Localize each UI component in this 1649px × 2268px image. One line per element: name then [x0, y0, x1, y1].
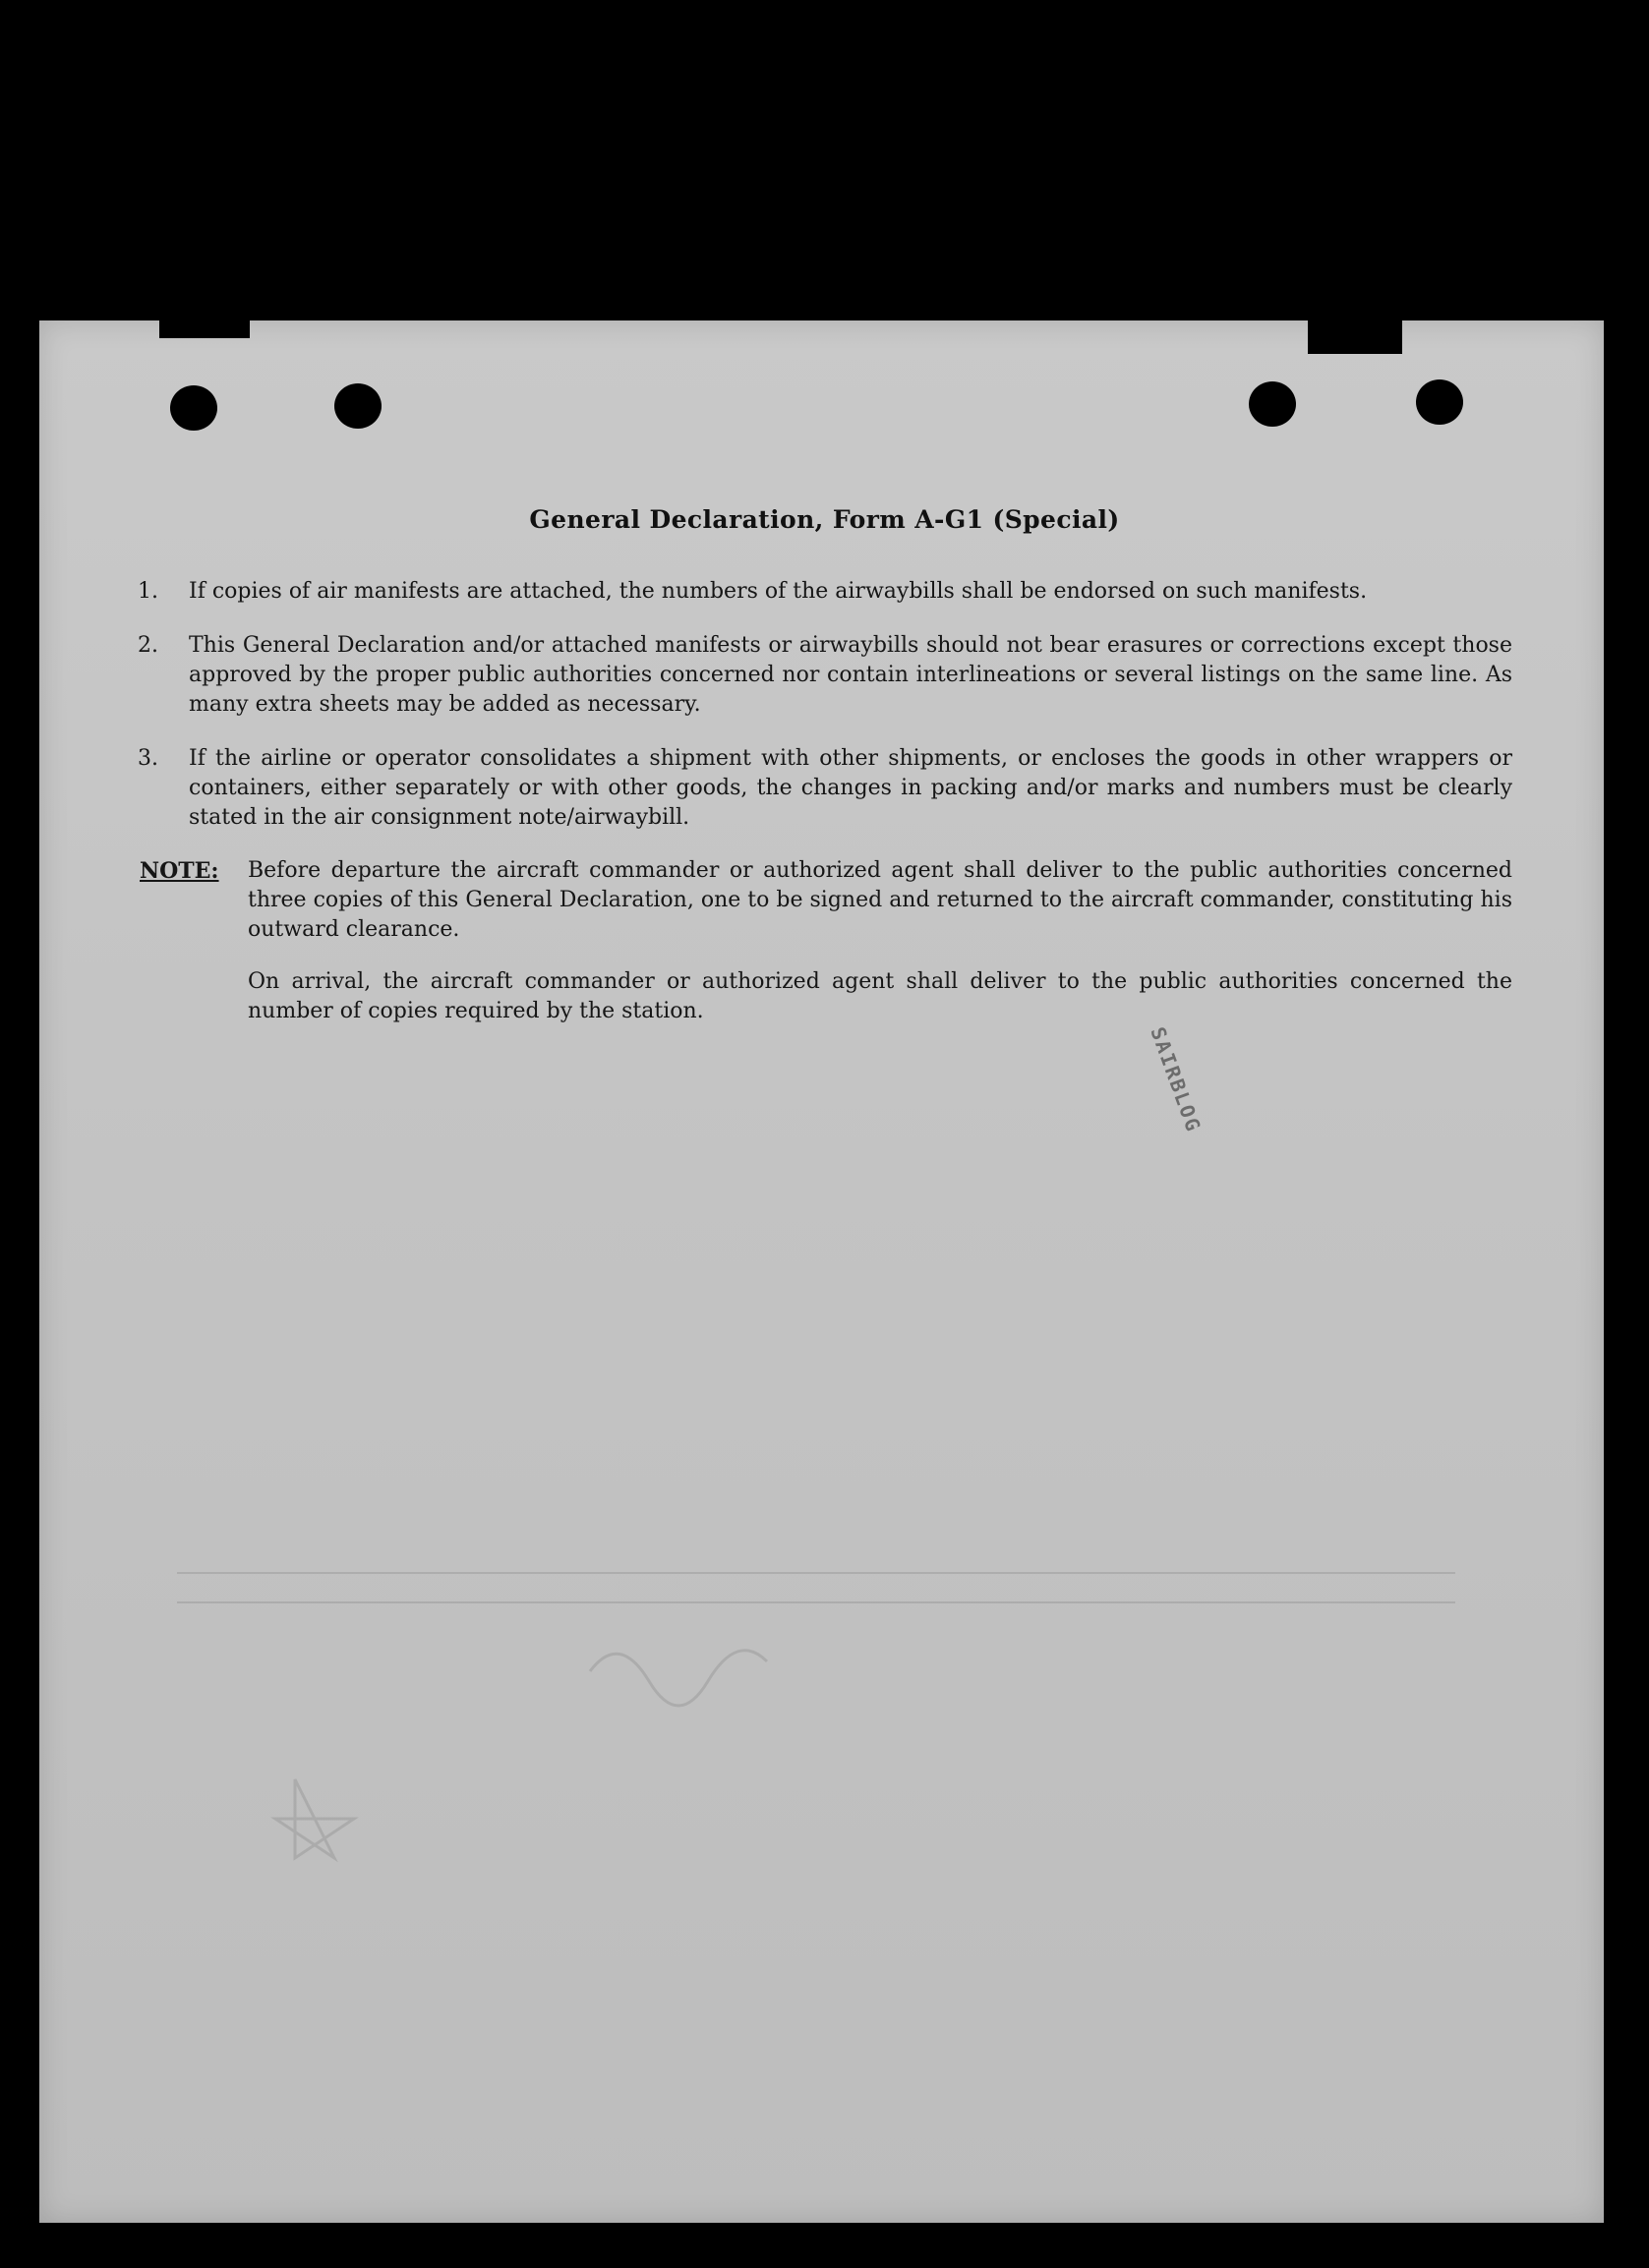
- show-through-marks: [177, 1534, 1455, 2123]
- note-paragraph: On arrival, the aircraft commander or authorized agent shall deliver to the public authorities concerned the number of copies required by the station.: [248, 969, 1512, 1023]
- item-text: This General Declaration and/or attached manifests or airwaybills should not bear erasures or corrections except those approved by the proper public authorities concerned nor contain interlineations or several listings on the same line. As many extra sheets may be added as necessary.: [189, 633, 1512, 717]
- document-title: General Declaration, Form A-G1 (Special): [529, 505, 1120, 534]
- item-text: If copies of air manifests are attached, the numbers of the airwaybills shall be endorsed on such manifests.: [189, 579, 1368, 604]
- punch-hole: [170, 385, 217, 431]
- item-number: 2.: [138, 633, 158, 658]
- stamp-text: SAIRBLOG: [1146, 1023, 1207, 1136]
- note-block: [140, 856, 1512, 945]
- punch-hole: [334, 383, 382, 429]
- page-tab-mark: [159, 320, 250, 338]
- page-tab-mark: [1308, 320, 1402, 354]
- rubber-stamp: [1141, 1011, 1259, 1148]
- note-label: NOTE:: [140, 858, 219, 884]
- punch-hole: [1249, 381, 1296, 427]
- punch-hole: [1416, 379, 1463, 425]
- item-number: 3.: [138, 746, 158, 771]
- item-text: If the airline or operator consolidates a shipment with other shipments, or encloses the goods in other wrappers or containers, either separately or with other goods, the changes in packing and/or marks and numbers must be clearly stated in the air consignment note/airwaybill.: [189, 746, 1512, 830]
- list-item: [138, 631, 1512, 720]
- item-number: 1.: [138, 579, 158, 604]
- list-item: [138, 744, 1512, 833]
- note-block: [140, 967, 1512, 1026]
- list-item: [138, 577, 1512, 607]
- note-paragraph: Before departure the aircraft commander or authorized agent shall deliver to the public authorities concerned three copies of this General Declaration, one to be signed and returned to the aircraft commander, constituting his outward clearance.: [248, 858, 1512, 942]
